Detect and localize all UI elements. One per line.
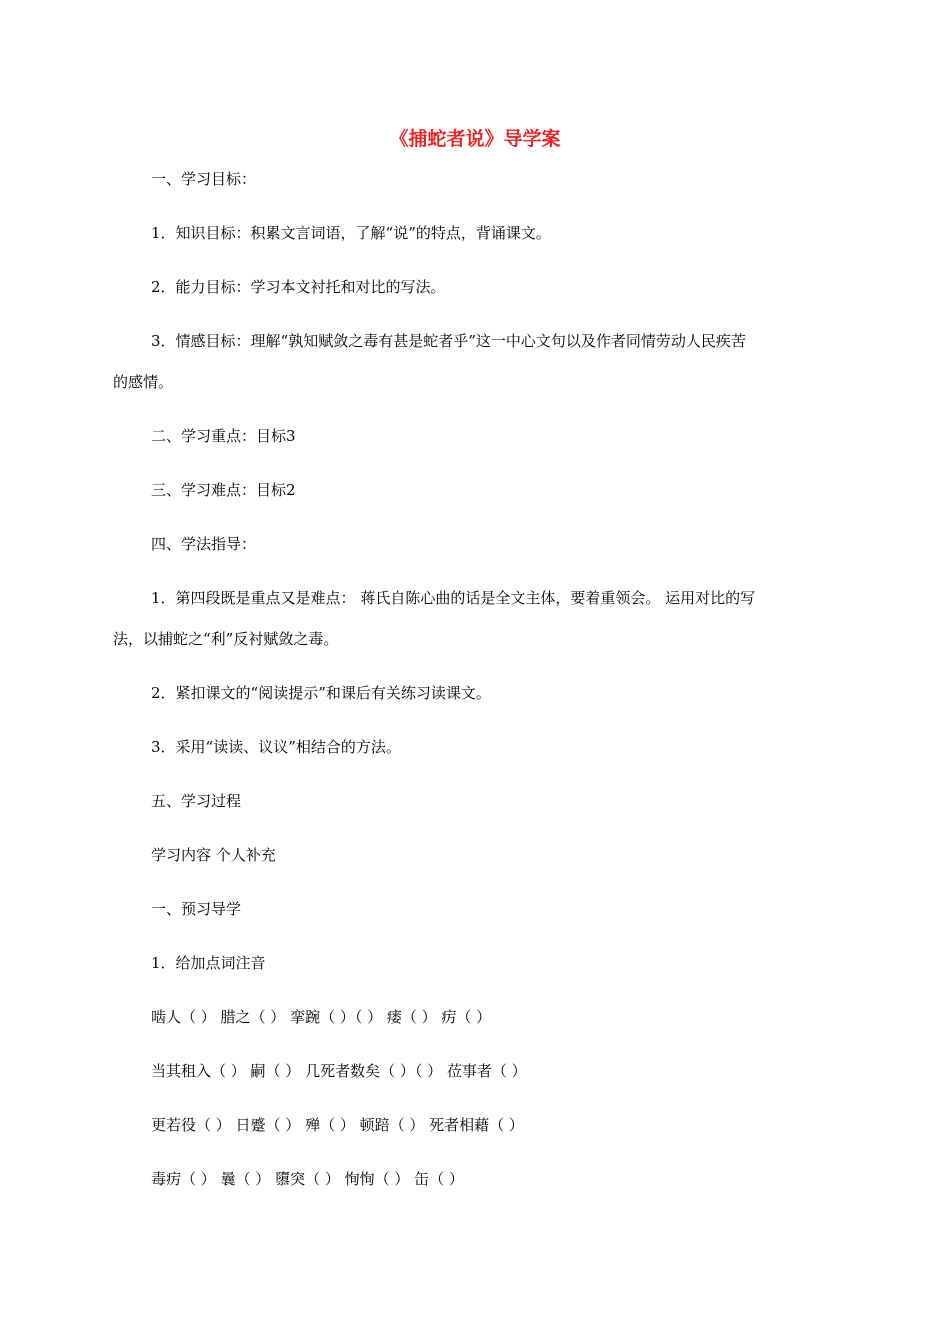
section-heading-objectives: 一、学习目标： — [151, 170, 257, 188]
section-heading-process: 五、学习过程 — [151, 792, 242, 810]
phonetic-row-3: 更若役（ ） 日蹙（ ） 殚（ ） 顿踣（ ） 死者相藉（ ） — [151, 1116, 524, 1134]
preview-heading: 一、预习导学 — [151, 900, 242, 918]
phonetic-row-1: 啮人（ ） 腊之（ ） 挛踠（ ）（ ） 瘘（ ） 疠（ ） — [151, 1008, 492, 1026]
method-item-2: 2．紧扣课文的“阅读提示”和课后有关练习读课文。 — [151, 684, 491, 702]
process-columns: 学习内容 个人补充 — [151, 846, 276, 864]
objective-emotion: 3．情感目标：理解“孰知赋敛之毒有甚是蛇者乎”这一中心文句以及作者同情劳动人民疾苦 — [151, 332, 746, 350]
section-heading-key-point: 二、学习重点：目标3 — [151, 427, 296, 445]
document-title: 《捕蛇者说》导学案 — [389, 128, 561, 150]
phonetic-task-heading: 1．给加点词注音 — [151, 954, 266, 972]
section-heading-method: 四、学法指导： — [151, 535, 257, 553]
section-heading-difficulty: 三、学习难点：目标2 — [151, 481, 296, 499]
method-item-1-continued: 法，以捕蛇之“利”反衬赋敛之毒。 — [113, 630, 339, 648]
phonetic-row-4: 毒疠（ ） 曩（ ） 隳突（ ） 恂恂（ ） 缶（ ） — [151, 1170, 464, 1188]
objective-ability: 2．能力目标：学习本文衬托和对比的写法。 — [151, 278, 446, 296]
phonetic-row-2: 当其租入（ ） 嗣（ ） 几死者数矣（ ）（ ） 莅事者（ ） — [151, 1062, 527, 1080]
objective-knowledge: 1．知识目标：积累文言词语，了解“说”的特点，背诵课文。 — [151, 224, 551, 242]
method-item-1: 1．第四段既是重点又是难点： 蒋氏自陈心曲的话是全文主体，要着重领会。 运用对比的写 — [151, 589, 756, 607]
method-item-3: 3．采用“读读、议议”相结合的方法。 — [151, 738, 401, 756]
objective-emotion-continued: 的感情。 — [113, 373, 174, 391]
